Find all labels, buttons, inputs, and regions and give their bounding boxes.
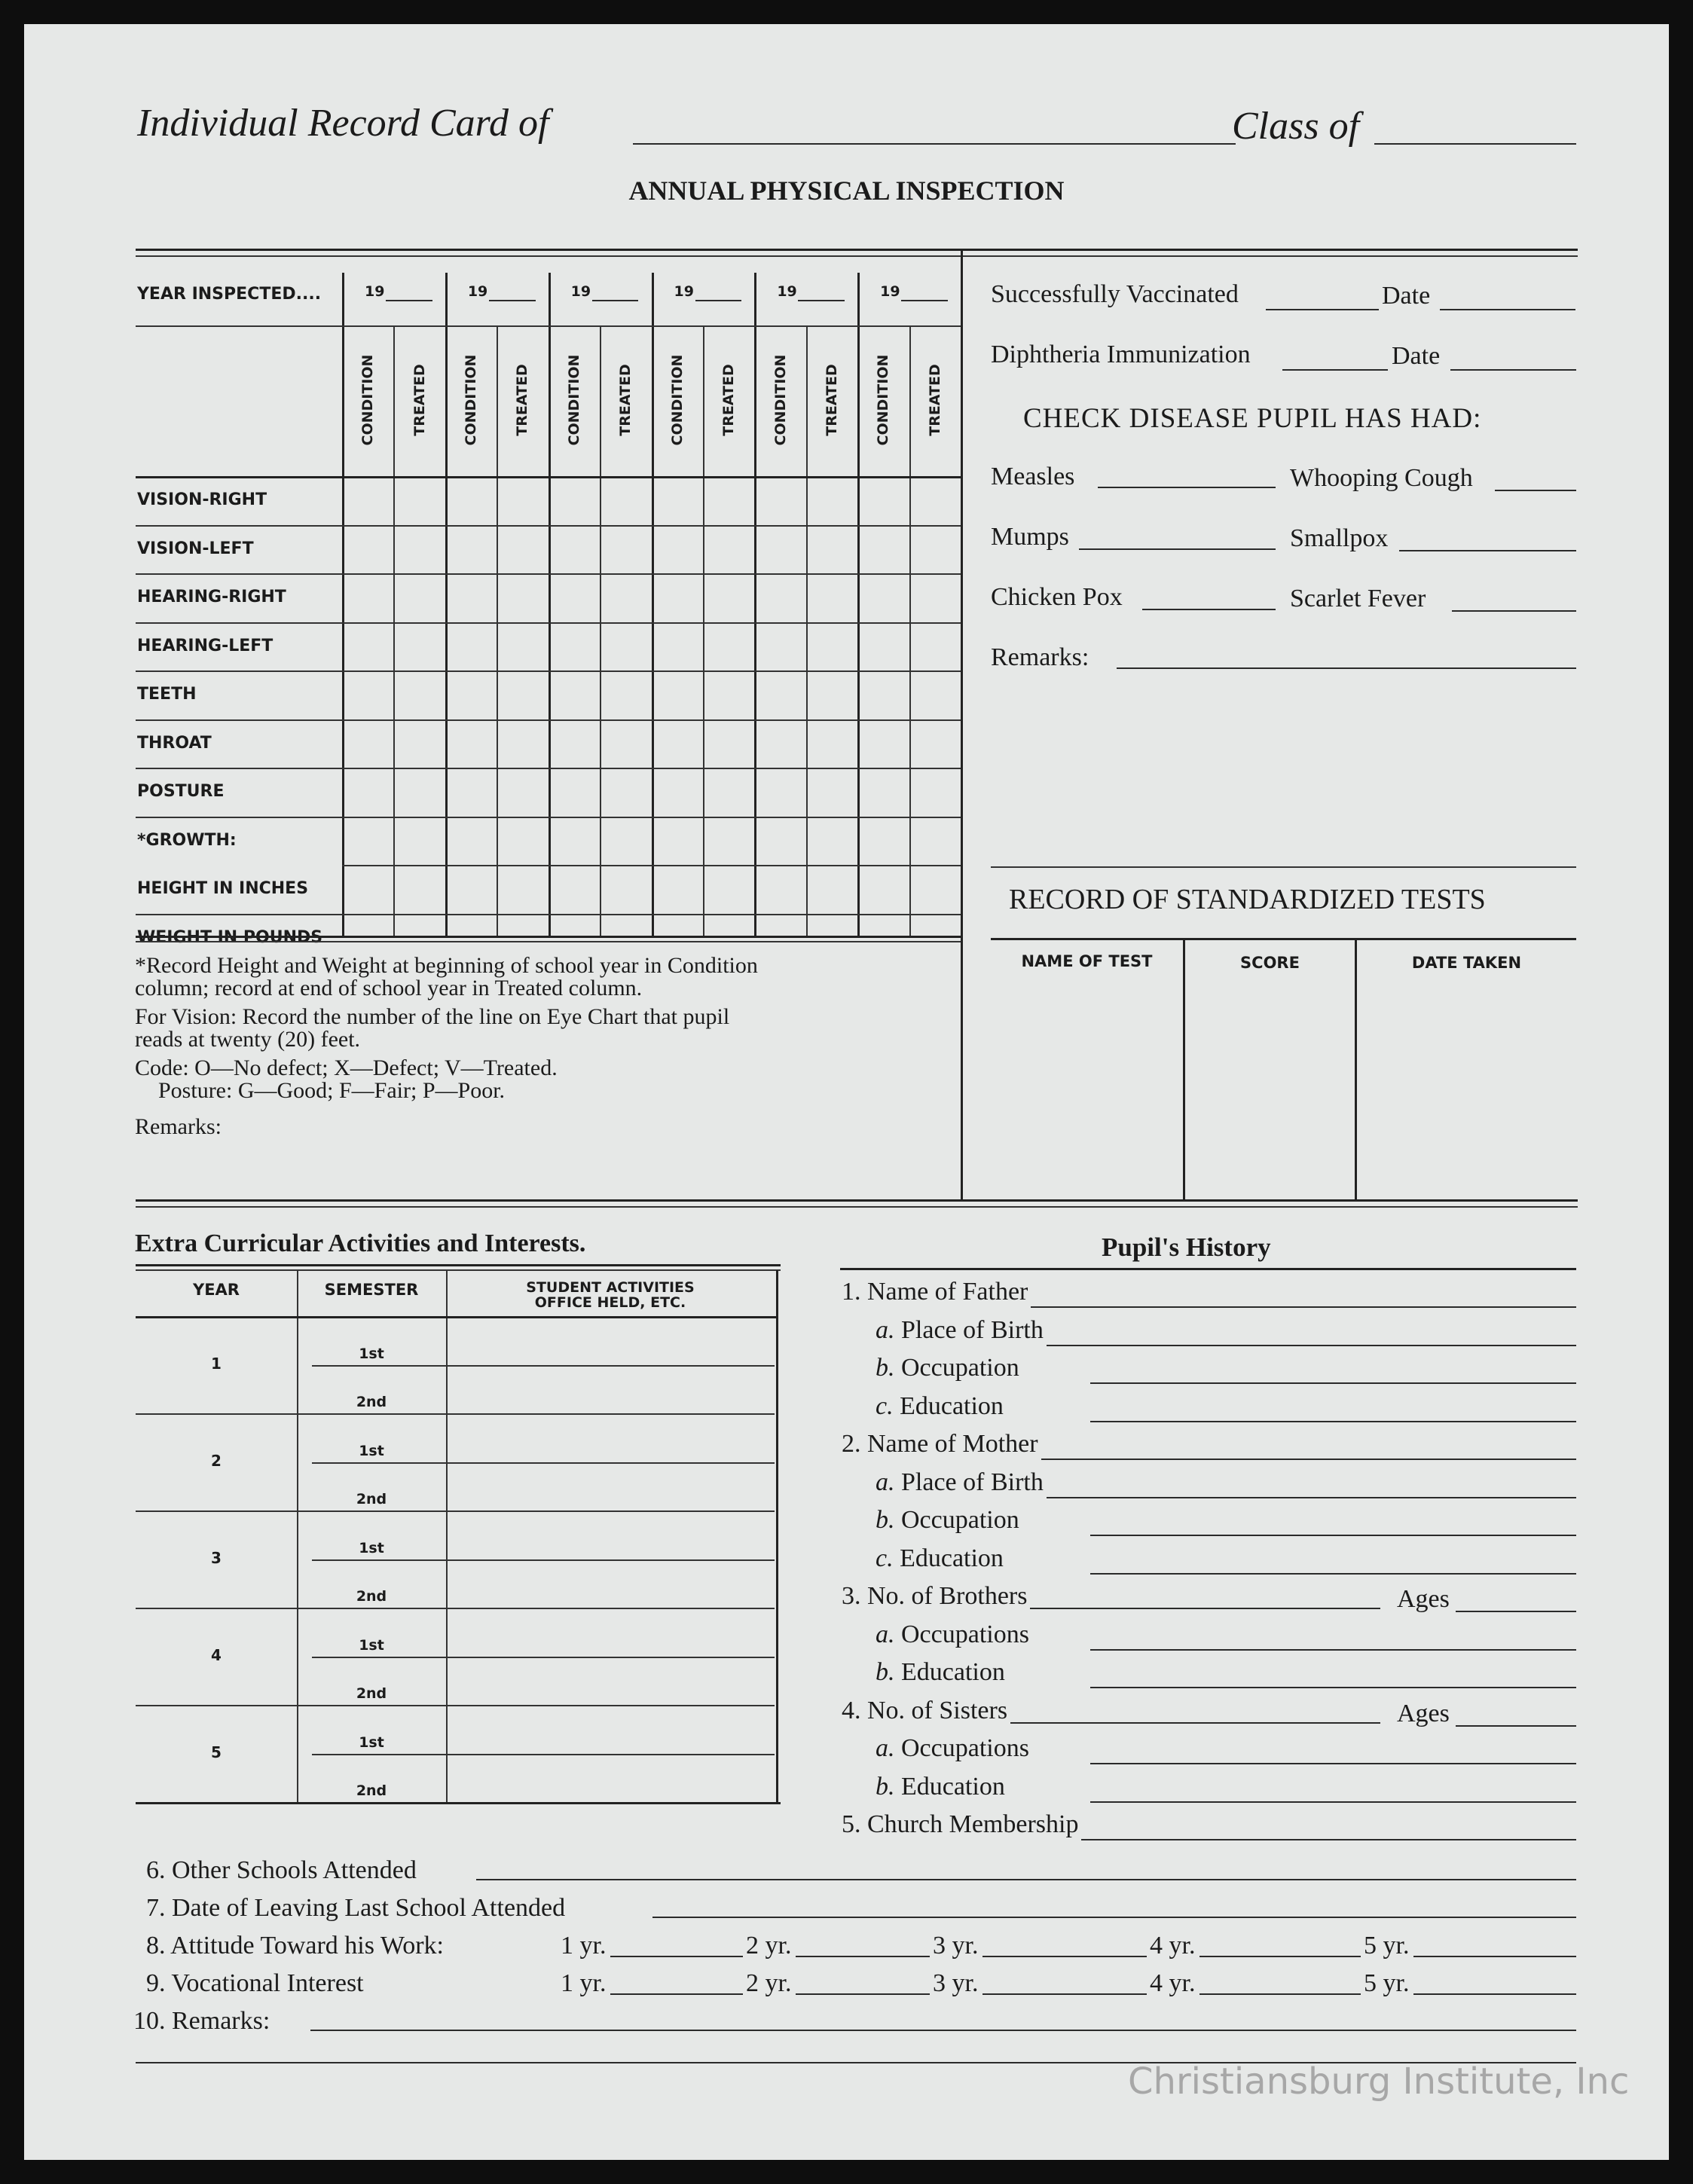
col-activities: OFFICE HELD, ETC. [534,1294,686,1311]
grid-line [136,325,961,327]
table-line [776,1270,778,1802]
divider [136,1206,1578,1208]
year-field[interactable] [1413,1993,1576,1995]
activity-field[interactable] [446,1608,775,1609]
grid-line [136,476,961,478]
watermark: Christiansburg Institute, Inc [1128,2060,1630,2103]
grid-line [136,817,961,818]
vaccinated-date-field[interactable] [1440,309,1575,310]
tests-heading: RECORD OF STANDARDIZED TESTS [1009,884,1486,915]
col-treated: TREATED [514,364,531,436]
history-field[interactable] [1090,1801,1576,1803]
history-item: 4. No. of Sisters [842,1696,1008,1724]
disease-scarlet-fever: Scarlet Fever [1290,585,1426,612]
table-line [136,1705,446,1706]
semester-label: 1st [359,1539,384,1556]
year-number: 1 [211,1354,222,1373]
grid-line [136,914,961,915]
table-line [312,1462,446,1464]
disease-measles: Measles [991,463,1075,490]
col-condition: CONDITION [359,354,377,446]
row-label: TEETH [137,685,197,704]
row-label: *GROWTH: [137,830,237,850]
grid-line [600,325,601,936]
divider [1355,939,1357,1200]
name-field[interactable] [633,143,1236,145]
divider [136,249,1578,251]
activity-field[interactable] [446,1510,775,1512]
grid-line [806,325,808,936]
year-prefix: 19 [570,283,591,300]
table-line [136,1802,781,1804]
note: column; record at end of school year in Treated column. [135,976,643,1000]
history-field[interactable] [1041,1459,1576,1460]
vaccinated-label: Successfully Vaccinated [991,280,1239,308]
col-activities: STUDENT ACTIVITIES [526,1279,695,1296]
col-name-of-test: NAME OF TEST [1021,952,1153,970]
disease-smallpox: Smallpox [1290,524,1389,552]
diphtheria-date-field[interactable] [1450,369,1576,371]
row-label: VISION-RIGHT [137,490,267,510]
year-label: 4 yr. [1150,1969,1196,1997]
table-line [312,1657,446,1658]
history-subitem: b. Occupation [876,1506,1019,1534]
semester-label: 2nd [356,1685,387,1702]
year-inspected-label: YEAR INSPECTED.... [137,285,322,304]
history-field[interactable] [1030,1608,1380,1609]
table-line [312,1365,446,1367]
date-label: Date [1392,342,1441,370]
attitude-label: 8. Attitude Toward his Work: [146,1932,445,1959]
mumps-field[interactable] [1079,548,1276,550]
history-subitem: c. Education [876,1544,1004,1572]
col-score: SCORE [1240,954,1300,972]
col-condition: CONDITION [463,354,480,446]
year-number: 3 [211,1548,222,1567]
divider [840,1268,1576,1270]
year-prefix: 19 [880,283,900,300]
year-label: 3 yr. [933,1932,979,1959]
bottom-remarks-label: 10. Remarks: [133,2007,270,2035]
col-treated: TREATED [823,364,840,436]
table-line [446,1270,448,1802]
ages-field[interactable] [1456,1611,1576,1612]
page-title: ANNUAL PHYSICAL INSPECTION [628,176,1065,206]
table-line [136,1316,778,1318]
activity-field[interactable] [446,1559,775,1561]
table-line [312,1754,446,1755]
year-prefix: 19 [777,283,797,300]
semester-label: 1st [359,1345,384,1362]
year-field[interactable] [1199,1993,1361,1995]
class-field[interactable] [1374,143,1576,145]
table-line [136,1269,781,1271]
col-treated: TREATED [720,364,738,436]
row-label: WEIGHT IN POUNDS [137,927,323,947]
col-treated: TREATED [411,364,428,436]
grid-line [136,768,961,769]
year-label: 1 yr. [561,1932,607,1959]
grid-line [497,325,498,936]
other-schools-field[interactable] [476,1879,1576,1880]
semester-label: 2nd [356,1782,387,1799]
col-condition: CONDITION [875,354,892,446]
row-label: HEIGHT IN INCHES [137,879,309,899]
disease-chicken-pox: Chicken Pox [991,583,1123,611]
history-field[interactable] [1090,1535,1576,1536]
year-label: 3 yr. [933,1969,979,1997]
divider [961,250,963,1200]
health-remarks-label: Remarks: [991,643,1089,671]
grid-line [393,325,395,936]
check-disease-heading: CHECK DISEASE PUPIL HAS HAD: [1023,403,1482,434]
semester-label: 2nd [356,1588,387,1605]
grid-line [909,325,911,936]
year-label: 5 yr. [1364,1932,1410,1959]
year-label: 4 yr. [1150,1932,1196,1959]
ages-label: Ages [1397,1699,1450,1727]
date-label: Date [1382,282,1431,310]
row-label: HEARING-LEFT [137,636,274,655]
remarks-label: Remarks: [135,1114,222,1139]
ages-label: Ages [1397,1585,1450,1613]
table-line [136,1264,781,1266]
note: *Record Height and Weight at beginning of school year in Condition [135,953,758,978]
history-field[interactable] [1090,1687,1576,1688]
year-field[interactable] [610,1993,743,1995]
history-field[interactable] [1090,1573,1576,1575]
grid-line [342,273,344,936]
history-field[interactable] [1081,1839,1576,1840]
divider [136,1199,1578,1202]
year-field[interactable] [982,1956,1147,1957]
year-field[interactable] [489,300,536,301]
history-field[interactable] [1090,1382,1576,1384]
year-field[interactable] [695,300,742,301]
history-item: 2. Name of Mother [842,1430,1038,1458]
grid-line [652,273,654,936]
year-prefix: 19 [365,283,385,300]
activity-field[interactable] [446,1462,775,1464]
history-subitem: c. Education [876,1391,1004,1420]
year-field[interactable] [796,1956,930,1957]
col-condition: CONDITION [565,354,582,446]
record-card [24,24,1669,2160]
year-field[interactable] [1199,1956,1361,1957]
disease-whooping-cough: Whooping Cough [1290,464,1473,492]
year-field[interactable] [798,300,845,301]
whooping-cough-field[interactable] [1495,490,1576,491]
note: reads at twenty (20) feet. [135,1027,361,1052]
card-title: Individual Record Card of [137,102,549,145]
grid-line [136,670,961,672]
chicken-pox-field[interactable] [1142,609,1276,610]
year-field[interactable] [796,1993,930,1995]
history-subitem: b. Education [876,1658,1005,1686]
history-field[interactable] [1047,1497,1576,1498]
semester-label: 1st [359,1636,384,1654]
history-field[interactable] [1090,1649,1576,1651]
activity-field[interactable] [446,1657,775,1658]
history-field[interactable] [1047,1345,1576,1346]
bottom-remarks-field[interactable] [310,2030,1576,2031]
grid-line [136,719,961,721]
year-field[interactable] [386,300,432,301]
grid-line [549,273,551,936]
grid-line [445,273,448,936]
year-field[interactable] [982,1993,1147,1995]
history-field[interactable] [1090,1421,1576,1422]
history-field[interactable] [1031,1306,1576,1308]
grid-line [136,941,961,942]
year-number: 4 [211,1645,222,1664]
diphtheria-field[interactable] [1282,369,1388,371]
date-leaving-field[interactable] [652,1917,1576,1918]
year-field[interactable] [610,1956,743,1957]
class-label: Class of [1232,105,1360,148]
activities-heading: Extra Curricular Activities and Interests. [135,1229,586,1257]
grid-line [342,865,961,866]
grid-line [136,622,961,624]
activity-field[interactable] [446,1413,775,1415]
measles-field[interactable] [1098,487,1276,488]
history-subitem: a. Place of Birth [876,1468,1044,1496]
semester-label: 2nd [356,1491,387,1507]
history-subitem: b. Education [876,1772,1005,1801]
year-field[interactable] [901,300,948,301]
row-label: VISION-LEFT [137,539,254,558]
grid-line [136,573,961,575]
col-semester: SEMESTER [324,1281,419,1299]
table-line [136,1608,446,1609]
smallpox-field[interactable] [1399,550,1576,551]
col-treated: TREATED [926,364,943,436]
grid-line [136,936,961,938]
year-number: 2 [211,1451,222,1470]
row-label: THROAT [137,733,212,753]
activity-field[interactable] [446,1754,775,1755]
year-label: 2 yr. [746,1932,792,1959]
history-item: 5. Church Membership [842,1810,1079,1838]
col-date-taken: DATE TAKEN [1411,954,1522,972]
row-label: HEARING-RIGHT [137,588,286,607]
history-field[interactable] [1010,1722,1380,1724]
table-line [312,1559,446,1561]
disease-mumps: Mumps [991,523,1069,551]
divider [991,938,1576,940]
year-label: 1 yr. [561,1969,607,1997]
history-subitem: a. Place of Birth [876,1315,1044,1344]
year-field[interactable] [1413,1956,1576,1957]
grid-line [136,525,961,527]
col-year: YEAR [193,1281,240,1299]
divider [1183,939,1185,1200]
history-subitem: a. Occupations [876,1734,1029,1762]
vocational-label: 9. Vocational Interest [146,1969,364,1997]
col-condition: CONDITION [772,354,789,446]
year-label: 5 yr. [1364,1969,1410,1997]
scarlet-fever-field[interactable] [1452,610,1576,612]
history-item: 3. No. of Brothers [842,1582,1028,1610]
col-treated: TREATED [617,364,634,436]
col-condition: CONDITION [668,354,686,446]
note: Posture: G—Good; F—Fair; P—Poor. [158,1078,506,1103]
semester-label: 2nd [356,1394,387,1410]
year-prefix: 19 [674,283,694,300]
table-line [136,1510,446,1512]
year-field[interactable] [592,300,639,301]
year-label: 2 yr. [746,1969,792,1997]
history-subitem: b. Occupation [876,1354,1019,1382]
history-field[interactable] [1090,1763,1576,1764]
note: For Vision: Record the number of the line on Eye Chart that pupil [135,1004,730,1029]
history-subitem: a. Occupations [876,1620,1029,1648]
history-heading: Pupil's History [1102,1233,1271,1262]
year-prefix: 19 [467,283,488,300]
year-number: 5 [211,1743,222,1761]
activity-field[interactable] [446,1705,775,1706]
history-item: 1. Name of Father [842,1278,1028,1306]
grid-line [703,325,704,936]
semester-label: 1st [359,1442,384,1459]
other-schools-label: 6. Other Schools Attended [146,1856,417,1884]
ages-field[interactable] [1456,1725,1576,1727]
grid-line [754,273,756,936]
table-line [136,1413,446,1415]
semester-label: 1st [359,1733,384,1751]
divider [136,255,1578,257]
grid-line [857,273,860,936]
diphtheria-label: Diphtheria Immunization [991,341,1251,368]
activity-field[interactable] [446,1365,775,1367]
divider [991,866,1576,868]
vaccinated-field[interactable] [1266,309,1379,310]
health-remarks-field[interactable] [1117,667,1576,669]
date-leaving-label: 7. Date of Leaving Last School Attended [146,1894,566,1922]
row-label: POSTURE [137,782,225,802]
note: Code: O—No defect; X—Defect; V—Treated. [135,1055,558,1080]
